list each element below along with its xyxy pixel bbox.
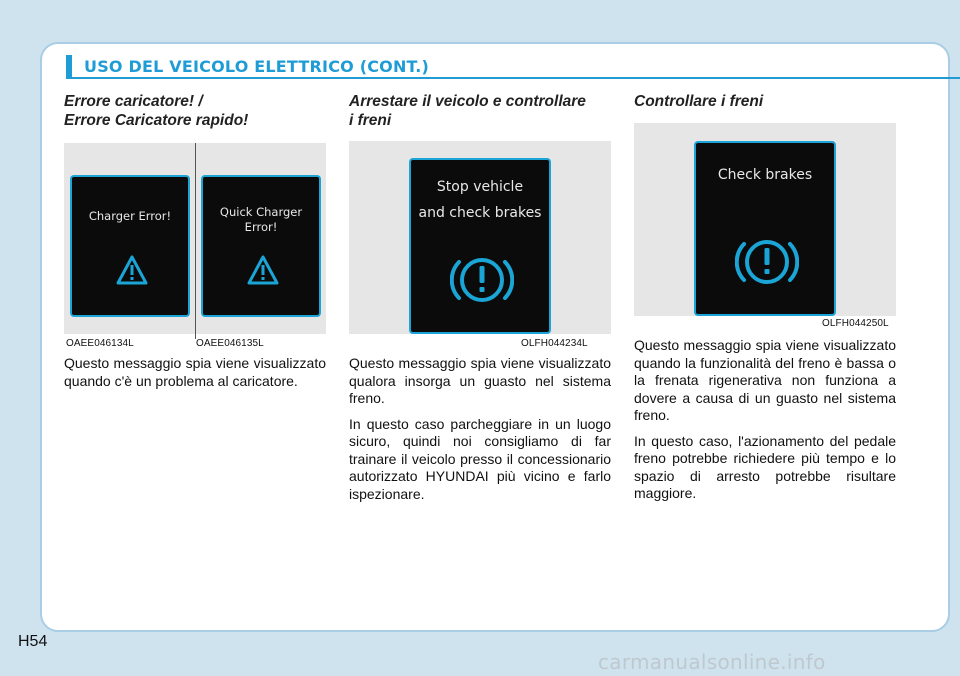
screen-text: Charger Error! — [88, 209, 172, 223]
body-text-stop-vehicle — [349, 355, 611, 511]
column-check-brakes — [634, 92, 896, 111]
figure-caption: OAEE046134L — [66, 338, 134, 349]
paragraph: Questo messaggio spia viene visualizzato quando la funzionalità del freno è bassa o la frenata rigenerativa non funziona a dovere a causa di un guasto nel sistema freno. — [634, 337, 896, 423]
column-charger-error — [64, 92, 326, 130]
screen-text: Check brakes — [717, 167, 813, 183]
display-screen-stop-vehicle — [409, 158, 551, 334]
heading-line: Controllare i freni — [634, 93, 764, 110]
heading-stop-vehicle — [349, 92, 611, 130]
column-stop-vehicle — [349, 92, 611, 130]
figure-divider — [195, 143, 196, 339]
paragraph: Questo messaggio spia viene visualizzato quando c'è un problema al caricatore. — [64, 355, 326, 389]
screen-text — [203, 205, 319, 235]
screen-text-line: and check brakes — [418, 205, 542, 221]
heading-line: Errore Caricatore rapido! — [64, 112, 249, 129]
brake-warning-icon — [450, 252, 514, 308]
heading-line: Errore caricatore! / — [64, 93, 203, 110]
figure-stop-vehicle — [349, 141, 611, 334]
screen-text — [411, 174, 549, 226]
figure-check-brakes — [634, 123, 896, 316]
warning-triangle-icon — [116, 255, 148, 285]
figure-caption: OLFH044250L — [822, 318, 889, 329]
screen-text-line: Stop vehicle — [436, 179, 524, 195]
paragraph: Questo messaggio spia viene visualizzato qualora insorga un guasto nel sistema freno. — [349, 355, 611, 406]
heading-line: Arrestare il veicolo e controllare — [349, 93, 586, 110]
display-screen-check-brakes — [694, 141, 836, 316]
warning-triangle-icon — [247, 255, 279, 285]
section-rule — [66, 77, 960, 79]
heading-charger-error — [64, 92, 326, 130]
figure-caption: OAEE046135L — [196, 338, 264, 349]
figure-caption: OLFH044234L — [521, 338, 588, 349]
body-text-charger-error — [64, 355, 326, 398]
heading-line: i freni — [349, 112, 392, 129]
page-number: H54 — [18, 633, 48, 650]
paragraph: In questo caso, l'azionamento del pedale freno potrebbe richiedere più tempo e lo spazio di arresto potrebbe risultare maggiore. — [634, 432, 896, 501]
body-text-check-brakes — [634, 337, 896, 511]
paragraph: In questo caso parcheggiare in un luogo sicuro, quindi noi consigliamo di far trainare il veicolo presso il concessionario autorizzato HYUNDAI più vicino e farlo ispezionare. — [349, 415, 611, 502]
section-header — [66, 55, 960, 79]
screen-text-line: Error! — [244, 220, 278, 234]
display-screen-charger-error — [70, 175, 190, 317]
screen-text-line: Quick Charger — [219, 205, 303, 219]
heading-check-brakes — [634, 92, 896, 111]
brake-warning-icon — [735, 234, 799, 290]
section-accent — [66, 55, 72, 79]
display-screen-quick-charger-error — [201, 175, 321, 317]
section-title: USO DEL VEICOLO ELETTRICO (CONT.) — [84, 57, 430, 76]
watermark: carmanualsonline.info — [598, 650, 826, 674]
